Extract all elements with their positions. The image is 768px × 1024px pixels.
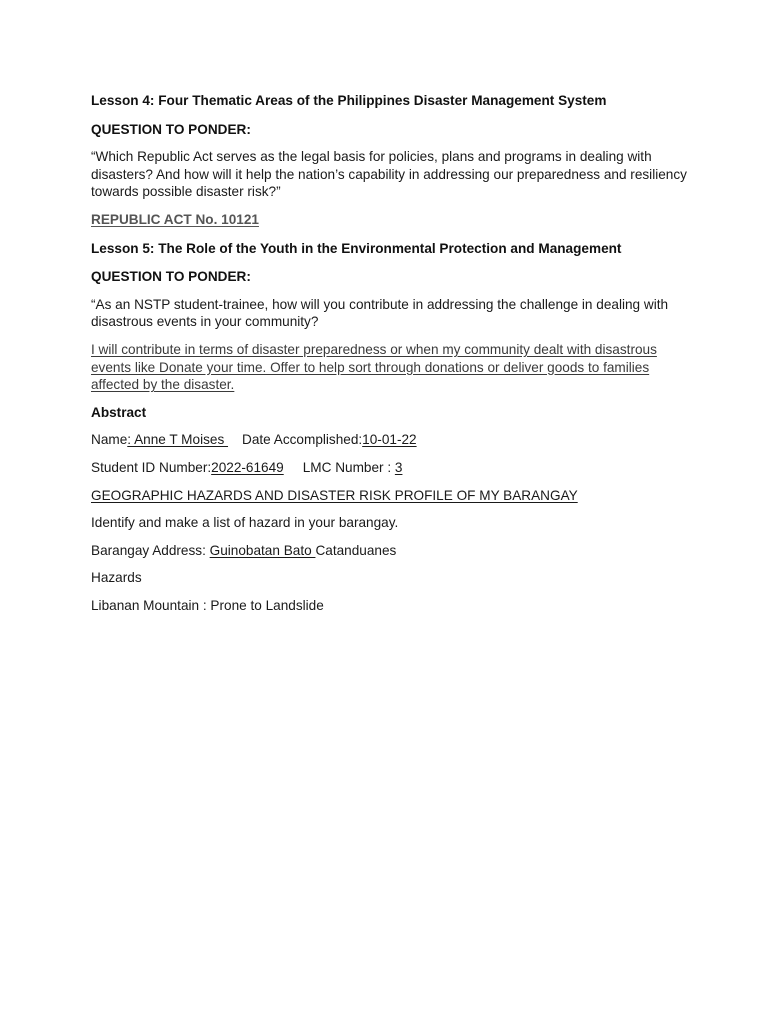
lesson-4-answer bbox=[91, 211, 691, 229]
name-value: : Anne T Moises bbox=[127, 432, 229, 448]
lesson-4-question: “Which Republic Act serves as the legal basis for policies, plans and programs in dealing with disasters? And how will it help the nation’s capability in addressing our preparedness and resiliency towards possible disaster risk?” bbox=[91, 149, 687, 200]
lesson-4-question-heading: QUESTION TO PONDER: bbox=[91, 121, 251, 137]
lesson-4-title: Lesson 4: Four Thematic Areas of the Philippines Disaster Management System bbox=[91, 93, 607, 108]
abstract-heading: Abstract bbox=[91, 404, 147, 420]
lesson-5-answer-text: I will contribute in terms of disaster preparedness or when my community dealt with disastrous events like Donate your time. Offer to help sort through donations or deliver goods to families affected by the disaster. bbox=[91, 341, 657, 393]
address-rest: Catanduanes bbox=[315, 542, 397, 558]
lesson-5-title: Lesson 5: The Role of the Youth in the Environmental Protection and Management bbox=[91, 240, 622, 256]
address-line bbox=[91, 542, 691, 560]
profile-title bbox=[91, 487, 691, 505]
lmc-value: 3 bbox=[394, 459, 403, 475]
student-id-line bbox=[91, 459, 691, 477]
hazard-item: Libanan Mountain : Prone to Landslide bbox=[91, 597, 324, 613]
address-label: Barangay Address: bbox=[91, 542, 210, 558]
document-page bbox=[91, 92, 691, 614]
name-label: Name bbox=[91, 432, 128, 448]
student-id-label: Student ID Number: bbox=[91, 459, 212, 475]
date-label: Date Accomplished: bbox=[242, 432, 363, 448]
lesson-5-answer bbox=[91, 341, 691, 394]
hazards-heading: Hazards bbox=[91, 570, 142, 586]
date-value: 10-01-22 bbox=[362, 432, 417, 448]
lesson-4-answer-text: REPUBLIC ACT No. 10121 bbox=[91, 211, 259, 227]
lesson-5-question-heading: QUESTION TO PONDER: bbox=[91, 269, 251, 285]
lmc-label: LMC Number : bbox=[302, 459, 395, 475]
address-underlined: Guinobatan Bato bbox=[209, 542, 316, 558]
instruction-text: Identify and make a list of hazard in your barangay. bbox=[91, 515, 399, 531]
profile-title-text: GEOGRAPHIC HAZARDS AND DISASTER RISK PROFILE OF MY BARANGAY bbox=[91, 487, 578, 503]
name-date-line bbox=[91, 431, 691, 449]
lesson-5-question: “As an NSTP student-trainee, how will you contribute in addressing the challenge in dealing with disastrous events in your community? bbox=[91, 296, 669, 330]
student-id-value: 2022-61649 bbox=[211, 459, 284, 475]
